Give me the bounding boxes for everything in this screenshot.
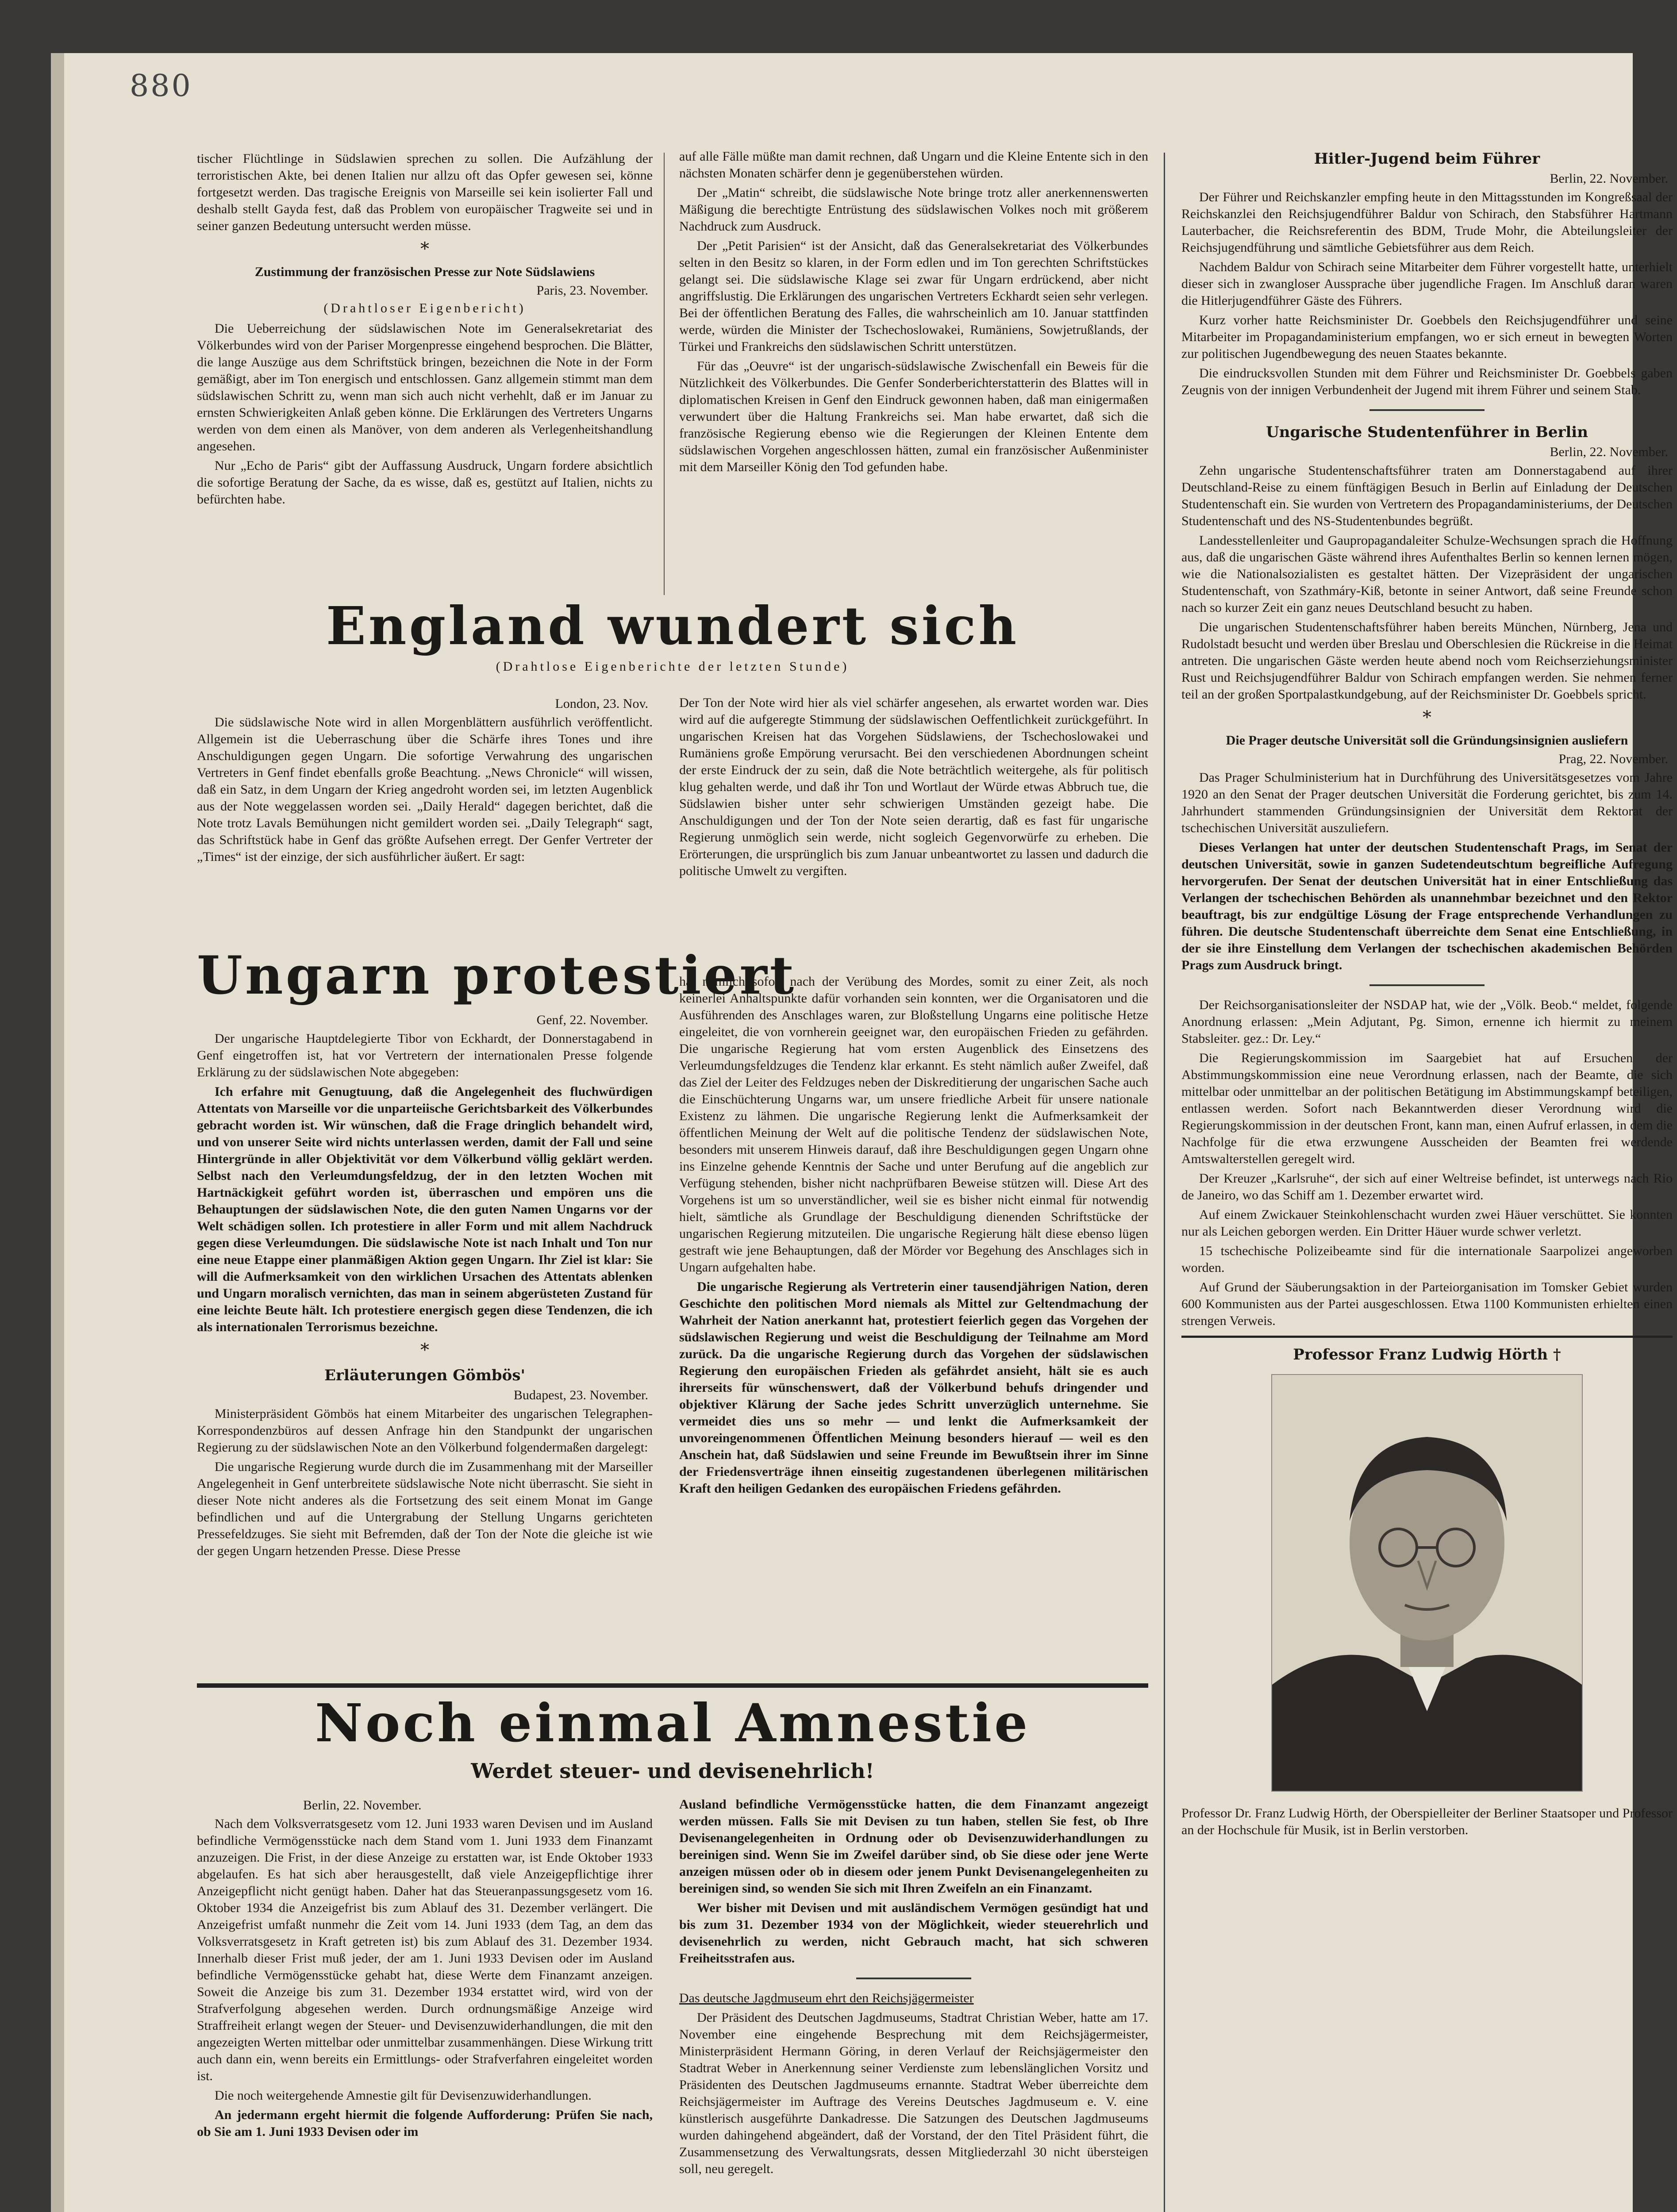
middle-column-top	[679, 148, 1148, 591]
article-text: Das Prager Schulministerium hat in Durchführung des Universitätsgesetzes vom Jahre 1920 an den Senat der Prager deutschen Universität die Forderung gerichtet, bis zum 14. Jahrhundert stammenden Gründungsinsignien der Universität dem Rektorat der tschechischen Universität auszuliefern.	[1181, 770, 1673, 835]
news-item: 15 tschechische Polizeibeamte sind für die internationale Saarpolizei angeworben worden.	[1181, 1244, 1673, 1275]
asterisk-divider: *	[420, 239, 429, 259]
article-text: Ich erfahre mit Genugtuung, daß die Angelegenheit des fluchwürdigen Attentats von Marseille vor die unparteiische Gerichtsbarkeit des Völkerbundes gebracht worden ist. Wir wünschen, daß die Frage dringlich behandelt wird, und von unserer Seite wird nichts unterlassen werden, damit der Fall und seine Hintergründe in aller Objektivität vor dem Völkerbund völlig geklärt werden. Selbst nach den Verleumdungsfeldzug, der in den letzten Wochen mit Hartnäckigkeit geführt worden ist, überraschen und empören uns die Behauptungen der südslawischen Note, die den guten Namen Ungarns vor der Welt schädigen sollen. Ich protestiere in aller Form und mit allem Nachdruck gegen diese Verleumdungen. Die südslawische Note ist nach Inhalt und Ton nur eine neue Etappe einer planmäßigen Aktion gegen Ungarn. Ihr Ziel ist klar: Sie will die Aufmerksamkeit von den wirklichen Ursachen des Attentats ablenken und Ungarn moralisch vernichten, das man in seinem abgerüsteten Zustand für eine leichte Beute hält. Ich protestiere energisch gegen diese Tendenzen, die ich als internationalen Terrorismus bezeichne.	[197, 1084, 653, 1334]
dateline: Berlin, 22. November.	[1550, 171, 1668, 186]
article-text: Landesstellenleiter und Gaupropagandaleiter Schulze-Wechsungen sprach die Hoffnung aus, daß die ungarischen Gäste während ihres Aufenthaltes Berlin so kennen lernen mögen, wie die Nationalsozialisten es gestaltet hätten. Der Vizepräsident der ungarischen Studentenschaft, von Szathmáry-Kiß, betonte in seiner Antwort, daß seine Freunde schon nach so kurzer Zeit ein ganz neues Deutschland besucht zu haben.	[1181, 533, 1673, 615]
amnesty-right	[679, 1796, 1148, 2212]
left-column-top	[197, 150, 653, 588]
dateline: Prag, 22. November.	[1558, 752, 1668, 766]
article-text: Der Führer und Reichskanzler empfing heute in den Mittagsstunden im Kongreßsaal der Reichskanzlei den Reichsjugendführer Baldur von Schirach, den Stabsführer Hartmann Lauterbacher, die Reichsreferentin des BDM, Trude Mohr, die Abteilungsleiter der Reichsjugendführung und sämtliche Gebietsführer aus dem Reich.	[1181, 190, 1673, 255]
news-item: Die Regierungskommission im Saargebiet hat auf Ersuchen der Abstimmungskommission eine neue Verordnung erlassen, nach der Beamte, die sich mittelbar oder unmittelbar an der politischen Betätigung im Abstimmungskampf beteiligen, entlassen werden. Sofort nach Bekanntwerden dieser Verordnung wird die Regierungskommission in der deutschen Front, kann man, einen Aufruf erlassen, in dem die Nachfolge für die etwa erzwungene Ausscheiden der Beamten frei werdende Amtswalterstellen geregelt wird.	[1181, 1051, 1673, 1166]
england-left	[197, 695, 653, 942]
headline: England wundert sich	[326, 595, 1019, 657]
amnesty-left	[197, 1796, 653, 2212]
dateline: Budapest, 23. November.	[513, 1388, 648, 1402]
article-text: Ministerpräsident Gömbös hat einem Mitarbeiter des ungarischen Telegraphen-Korrespondenzbüros auf dessen Anfrage hin den Standpunkt der ungarischen Regierung zu der südslawischen Note an den Völkerbund folgendermaßen dargelegt:	[197, 1406, 653, 1455]
dateline: Berlin, 22. November.	[1550, 445, 1668, 459]
article-heading: Hitler-Jugend beim Führer	[1314, 150, 1540, 168]
amnesty-article	[197, 1690, 1148, 2212]
divider	[856, 1978, 971, 1979]
section-rule	[1181, 1336, 1673, 1338]
divider	[1369, 409, 1485, 411]
article-text: Der „Matin“ schreibt, die südslawische Note bringe trotz aller anerkennenswerten Mäßigung die berechtigte Entrüstung des südslawischen Volkes noch mit größerem Nachdruck zum Ausdruck.	[679, 185, 1148, 234]
article-text: An jedermann ergeht hiermit die folgende Aufforderung: Prüfen Sie nach, ob Sie am 1. Juni 1933 Devisen oder im	[197, 2108, 653, 2139]
article-text: Die ungarische Regierung wurde durch die im Zusammenhang mit der Marseiller Angelegenheit in Genf unterbreitete südslawische Note nicht überrascht. Sie sieht in dieser Note nicht anderes als die Fortsetzung des seit einem Monat im Gange befindlichen und auf die Untergrabung der Stellung Ungarns gerichteten Pressefeldzuges. Sie sieht mit Befremden, daß der Ton der Note die gleiche ist wie der gegen Ungarn hetzenden Presse. Diese Presse	[197, 1459, 653, 1558]
article-text: Der „Petit Parisien“ ist der Ansicht, daß das Generalsekretariat des Völkerbundes selten in den Besitz so klaren, in der Form edlen und im Ton gerechten Schriftstückes gelangt sei. Die südslawische Klage sei zwar für Ungarn erdrückend, aber nicht angriffslustig. Die Erklärungen des ungarischen Vertreters Eckhardt seien sehr verlegen. Bei der öffentlichen Beratung des Falles, die wahrscheinlich am 10. Januar stattfinden werde, würden die Minister der Tschechoslowakei, Rumäniens, Sowjetrußlands, der Türkei und Frankreichs den südslawischen Schritt unterstützen.	[679, 238, 1148, 354]
ungarn-left	[197, 1011, 653, 1674]
newspaper-page	[51, 53, 1673, 2212]
england-right	[679, 695, 1148, 942]
article-text: Nur „Echo de Paris“ gibt der Auffassung Ausdruck, Ungarn fordere absichtlich die sofortige Beratung der Sache, da es wisse, daß es, gestützt auf Italien, nichts zu befürchten habe.	[197, 458, 653, 507]
article-heading: Erläuterungen Gömbös'	[324, 1367, 525, 1384]
article-text: auf alle Fälle müßte man damit rechnen, daß Ungarn und die Kleine Entente sich in den nächsten Monaten schärfer denn je gegenüberstehen würden.	[679, 149, 1148, 180]
article-text: Der ungarische Hauptdelegierte Tibor von Eckhardt, der Donnerstagabend in Genf eingetroffen ist, hat vor Vertretern der internationalen Presse folgende Erklärung zu der südslawischen Note abgegeben:	[197, 1031, 653, 1079]
article-heading: Zustimmung der französischen Presse zur Note Südslawiens	[254, 265, 595, 279]
news-item: Der Reichsorganisationsleiter der NSDAP hat, wie der „Völk. Beob.“ meldet, folgende Anordnung erlassen: „Mein Adjutant, Pg. Simon, ernenne ich hiermit zu meinem Stabsleiter. gez.: Dr. Ley.“	[1181, 998, 1673, 1046]
article-text: Die noch weitergehende Amnestie gilt für Devisenzuwiderhandlungen.	[215, 2088, 592, 2103]
article-text: tischer Flüchtlinge in Südslawien sprechen zu sollen. Die Aufzählung der terroristischen Akte, bei denen Italien nur allzu oft das Opfer gewesen sei, könne fortgesetzt werden. Das tragische Ereignis von Marseille sei kein isolierter Fall und deshalb stellt Gayda fest, daß das Problem von europäischer Tragweite sei und in seiner ganzen Bedeutung untersucht werden müsse.	[197, 151, 653, 233]
news-item: Der Kreuzer „Karlsruhe“, der sich auf einer Weltreise befindet, ist unterwegs nach Rio de Janeiro, wo das Schiff am 1. Dezember erwartet wird.	[1181, 1171, 1673, 1202]
asterisk-divider: *	[420, 1340, 429, 1360]
article-text: Der Präsident des Deutschen Jagdmuseums, Stadtrat Christian Weber, hatte am 17. November eine eingehende Besprechung mit dem Reichsjägermeister, Ministerpräsident Hermann Göring, in deren Verlauf der Reichsjägermeister den Stadtrat Weber in Anerkennung seiner Verdienste zum lebenslänglichen Vorsitz und Präsidenten des Deutschen Jagdmuseums ernannte. Stadtrat Weber überreichte dem Reichsjägermeister im Auftrage des Vereins Deutsches Jagdmuseum e. V. eine künstlerisch ausgeführte Dankadresse. Die Satzungen des Deutschen Jagdmuseums wurden dahingehend abgeändert, daß der Vorstand, der den Titel Präsident führt, die Zusammensetzung des Verwaltungsrats, dessen Mitgliederzahl 30 nicht übersteigen soll, neu geregelt.	[679, 2010, 1148, 2176]
article-heading: Professor Franz Ludwig Hörth †	[1293, 1346, 1561, 1363]
article-text: Die Ueberreichung der südslawischen Note im Generalsekretariat des Völkerbundes wird von der Pariser Morgenpresse eingehend besprochen. Die Blätter, die lange Auszüge aus dem Schriftstück bringen, bezeichnen die Note in der Form gemäßigt, aber im Ton energisch und entschlossen. Ganz allgemein stimmt man dem südslawischen Schritt zu, wenn man sich auch nicht verhehlt, daß er im Januar zu ernsten Schwierigkeiten Anlaß geben könne. Die Erklärungen des Vertreters Ungarns werden von dem einen als Manöver, von dem anderen als Verlegenheitshandlung angesehen.	[197, 321, 653, 453]
article-text: Dieses Verlangen hat unter der deutschen Studentenschaft Prags, im Senat der deutschen Universität, sowie in ganzen Sudetendeutschtum begreifliche Aufregung hervorgerufen. Der Senat der deutschen Universität hat in einer Entschließung das Verlangen der tschechischen Behörden als unannehmbar bezeichnet und den Rektor beauftragt, bis zur endgültige Lösung der Frage entsprechende Verhandlungen zu führen. Die deutsche Studentenschaft überreichte dem Senat eine Entschließung, in der sie ihre Einstellung dem Verlangen der tschechischen akademischen Behörden Prags zum Ausdruck bringt.	[1181, 840, 1673, 972]
article-text: Der Ton der Note wird hier als viel schärfer angesehen, als erwartet worden war. Dies wird auf die aufgeregte Stimmung der südslawischen Oeffentlichkeit zurückgeführt. In ungarischen Kreisen hat das Vorgehen Südslawiens, der Tschechoslowakei und Rumäniens große Empörung verursacht. Bei den verschiedenen Abordnungen scheint der erste Eindruck der zu sein, daß die Note beträchtlich weitergehe, als für politisch klug gehalten werde, und daß ihr Ton und Wortlaut der Würde etwas Abbruch tue, die Südslawien bisher unter sehr schwierigen Umständen gezeigt habe. Die Anschuldigungen und der Ton der Note seien derartig, daß es fast für ungarische Regierung unmöglich sein werde, nicht sogleich Gegenvorwürfe zu erheben. Die Erörterungen, die ursprünglich bis zum Januar unbeantwortet zu lassen und dadurch die politische Umwelt zu vergiften.	[679, 695, 1148, 878]
article-text: Die eindrucksvollen Stunden mit dem Führer und Reichsminister Dr. Goebbels gaben Zeugnis von der innigen Verbundenheit der Jugend mit ihrem Führer und seinem Stab.	[1181, 366, 1673, 397]
article-heading: Die Prager deutsche Universität soll die Gründungsinsignien ausliefern	[1226, 733, 1628, 748]
source-line: (Drahtloser Eigenbericht)	[323, 301, 526, 315]
article-text: Wer bisher mit Devisen und mit ausländischem Vermögen gesündigt hat und bis zum 31. Dezember 1934 von der Möglichkeit, wieder steuerehrlich und devisenehrlich zu werden, nicht Gebrauch macht, hat sich schweren Freiheitsstrafen aus.	[679, 1901, 1148, 1966]
article-text: Für das „Oeuvre“ ist der ungarisch-südslawische Zwischenfall ein Beweis für die Nützlichkeit des Völkerbundes. Die Genfer Sonderberichterstatterin des Blattes will in diplomatischen Kreisen in Genf den Eindruck gewonnen haben, daß man einigermaßen verwundert über die Haltung Frankreichs sei. Man habe erwartet, daß sich die französische Regierung ebenso wie die Regierungen der Kleinen Entente dem südslawischen Vorgehen angeschlossen hätten, zumal ein französischer Außenminister mit dem Marseiller König den Tod gefunden habe.	[679, 359, 1148, 474]
dateline: Genf, 22. November.	[536, 1013, 648, 1027]
article-text: Die ungarische Regierung als Vertreterin einer tausendjährigen Nation, deren Geschichte den politischen Mord niemals als Mittel zur Geltendmachung der Wahrheit der Nation anerkannt hat, protestiert feierlich gegen das Vorgehen der südslawischen Regierung und weist die Beschuldigung der Teilnahme am Mord zurück. Da die ungarische Regierung durch das Vorgehen der südslawischen Regierung den europäischen Frieden als gefährdet ansieht, hält sie es auch ihrerseits für wünschenswert, daß der Völkerbund behufs dringender und objektiver Klärung der Sache jedes Schritt unverzüglich unternehme. Sie vermeidet dies uns so mehr — und lenkt die Aufmerksamkeit der unvoreingenommenen Öffentlichen Meinung besonders hierauf — weil es den Anschein hat, daß Südslawien und seine Freunde im Bewußtsein ihrer im Sinne der Friedensverträge ihnen einseitig zugestandenen überlegenen militärischen Kraft den heiligen Gedanken des europäischen Friedens gefährden.	[679, 1279, 1148, 1496]
portrait-image	[1272, 1375, 1582, 1791]
article-text: Die ungarischen Studentenschaftsführer haben bereits München, Nürnberg, Jena und Rudolstadt besucht und werden über Breslau und Oberschlesien die Rückreise in die Heimat antreten. Die ungarischen Gäste werden heute abend noch vom Reichserziehungsminister Rust und Reichsjugendführer Baldur von Schirach empfangen werden. Sie nehmen ferner teil an der großen Sportpalastkundgebung, auf der Reichsminister Dr. Goebbels spricht.	[1181, 620, 1673, 702]
section-rule	[197, 1683, 1148, 1688]
article-text: Ausland befindliche Vermögensstücke hatten, die dem Finanzamt angezeigt werden müssen. Falls Sie mit Devisen zu tun haben, stellen Sie fest, ob Ihre Devisenangelegenheiten in Ordnung oder ob Devisenzuwiderhandlungen zu bereinigen sind. Wenn Sie im Zweifel darüber sind, ob Sie diese oder jene Werte anzeigen müssen oder ob in diesem oder jenem Punkt Devisenangelegenheiten zu bereinigen sind, so wenden Sie sich mit Ihren Zweifeln an ein Finanzamt.	[679, 1797, 1148, 1896]
news-item: Auf Grund der Säuberungsaktion in der Parteiorganisation im Tomsker Gebiet wurden 600 Kommunisten aus der Partei ausgeschlossen. Etwa 1100 Kommunisten erhielten einen strengen Verweis.	[1181, 1280, 1673, 1328]
page-number: 880	[130, 69, 192, 104]
headline: Ungarn protestiert	[197, 945, 797, 1006]
dateline: Berlin, 22. November.	[303, 1798, 422, 1813]
article-text: Nach dem Volksverratsgesetz vom 12. Juni 1933 waren Devisen und im Ausland befindliche Vermögensstücke nach dem Stand vom 1. Juni 1933 dem Finanzamt anzuzeigen. Die Frist, in der diese Anzeige zu erstatten war, ist Ende Oktober 1933 abgelaufen. Es hat sich aber herausgestellt, daß viele Anzeigepflichtige ihrer Anzeigepflicht nicht genügt haben. Daher hat das Steueranpassungsgesetz vom 16. Oktober 1934 die Anzeigefrist bis zum Ablauf des 31. Dezember verlängert. Die Anzeigefrist umfaßt nunmehr die Zeit vom 14. Juni 1933 (dem Tag, an dem das Volksverratsgesetz in Kraft getreten ist) bis zum Ablauf des 31. Dezember 1934. Innerhalb dieser Frist muß jeder, der am 1. Juni 1933 Devisen oder im Ausland befindliche Vermögensstücke gehabt hat, diese Werte dem Finanzamt anzeigen. Soweit die Anzeige bis zum 31. Dezember 1934 erstattet wird, wird von der Strafverfolgung abgesehen werden. Durch ordnungsmäßige Anzeige wird Straffreiheit erlangt wegen der Steuer- und Devisenzuwiderhandlungen, die mit den angezeigten Werten mittelbar oder unmittelbar zusammenhängen. Diese Wirkung tritt auch dann ein, wenn bereits ein Ermittlungs- oder Strafverfahren eingeleitet worden ist.	[197, 1816, 653, 2083]
ungarn-right	[679, 973, 1148, 1677]
article-text: Nachdem Baldur von Schirach seine Mitarbeiter dem Führer vorgestellt hatte, unterhielt dieser sich in zwangloser Aussprache über jugendliche Fragen. Im Anschluß daran waren die Hitlerjugendführer Gäste des Führers.	[1181, 260, 1673, 308]
page-content	[197, 64, 1677, 2212]
article-heading: Ungarische Studentenführer in Berlin	[1266, 423, 1588, 441]
article-text: hat nämlich sofort nach der Verübung des Mordes, somit zu einer Zeit, als noch keinerlei Anhaltspunkte dafür vorhanden sein konnten, wer die Organisatoren und die Ausführenden des Anschlages waren, zur Bloßstellung Ungarns eine politische Hetze eingeleitet, die von vornherein geeignet war, den europäischen Frieden zu gefährden. Die ungarische Regierung hat vom ersten Augenblick des Einsetzens des Verleumdungsfeldzuges die Tendenz klar erkannt. Es steht nämlich außer Zweifel, daß das Ziel der Leiter des Feldzuges neben der Diskreditierung der ungarischen Sache auch die Einschüchterung Ungarns war, um unsere friedliche Arbeit für unsere nationale Existenz zu lähmen. Die ungarische Regierung lenkt die Aufmerksamkeit der öffentlichen Meinung der Welt auf die politische Tendenz der südslawischen Note, besonders mit unserem Hinweis darauf, daß ihre Beschuldigungen gegen Ungarn ohne ins Einzelne gehende Kenntnis der Sache und unter Berufung auf die angeblich zur Verfügung stehenden, bisher nicht nachprüfbaren Beweise stützen will. Diese Art des Vorgehens ist um so unverständlicher, weil sie es bisher nicht einmal für notwendig hielt, sämtliche als Grundlage der Beschuldigung dienenden Schriftstücke der ungarischen Regierung mitzuteilen. Die ungarische Regierung hält diese ebenso lügen gestraft wie jene Behauptungen, daß der Mörder vor Begehung des Anschlages sich in Ungarn aufgehalten habe.	[679, 974, 1148, 1275]
subheadline: Werdet steuer- und devisenehrlich!	[471, 1759, 874, 1783]
news-item: Auf einem Zwickauer Steinkohlenschacht wurden zwei Häuer verschüttet. Sie konnten nur als Leichen geborgen werden. Ein Dritter Häuer wurde schwer verletzt.	[1181, 1207, 1673, 1239]
article-heading: Das deutsche Jagdmuseum ehrt den Reichsjägermeister	[679, 1991, 974, 2005]
photo-caption: Professor Dr. Franz Ludwig Hörth, der Oberspielleiter der Berliner Staatsoper und Professor an der Hochschule für Musik, ist in Berlin verstorben.	[1181, 1806, 1673, 1837]
dateline: London, 23. Nov.	[555, 696, 648, 711]
article-text: Die südslawische Note wird in allen Morgenblättern ausführlich veröffentlicht. Allgemein ist die Ueberraschung über die Schärfe ihres Tones und ihre Anschuldigungen gegen Ungarn. Die sofortige Verwahrung des ungarischen Vertreters in Genf findet ebenfalls große Beachtung. „News Chronicle“ will wissen, daß ein Satz, in dem Ungarn der Krieg angedroht worden sei, im letzten Augenblick aus der Note weggelassen worden sei. „Daily Herald“ dagegen berichtet, daß die Note trotz Lavals Bemühungen nicht gemildert worden sei. „Daily Telegraph“ sagt, das Schriftstück habe in Genf das größte Aufsehen erregt. Der Genfer Vertreter der „Times“ ist der einzige, der sich ausführlicher äußert. Er sagt:	[197, 715, 653, 864]
asterisk-divider: *	[1423, 707, 1431, 728]
ungarn-article	[197, 942, 1148, 1677]
right-column	[1181, 148, 1673, 2212]
portrait-photo	[1271, 1374, 1583, 1792]
column-rule	[664, 153, 665, 595]
england-article	[197, 593, 1148, 942]
article-text: Kurz vorher hatte Reichsminister Dr. Goebbels den Reichsjugendführer und seine Mitarbeiter im Propagandaministerium empfangen, wo er sich erneut in bewegten Worten zur politischen Jugendbewegung des neuen Staates bekannte.	[1181, 313, 1673, 361]
article-text: Zehn ungarische Studentenschaftsführer traten am Donnerstagabend auf ihrer Deutschland-Reise zu einem fünftägigen Besuch in Berlin auf Einladung der Deutschen Studentenschaft ein. Sie wurden von Vertretern des Propagandaministeriums, der Deutschen Studentenschaft und des NS-Studentenbundes begrüßt.	[1181, 463, 1673, 528]
divider	[1369, 984, 1485, 986]
subheadline: (Drahtlose Eigenberichte der letzten Stunde)	[496, 659, 850, 674]
headline: Noch einmal Amnestie	[315, 1692, 1031, 1754]
dateline: Paris, 23. November.	[536, 283, 648, 298]
column-rule	[1164, 153, 1165, 2212]
